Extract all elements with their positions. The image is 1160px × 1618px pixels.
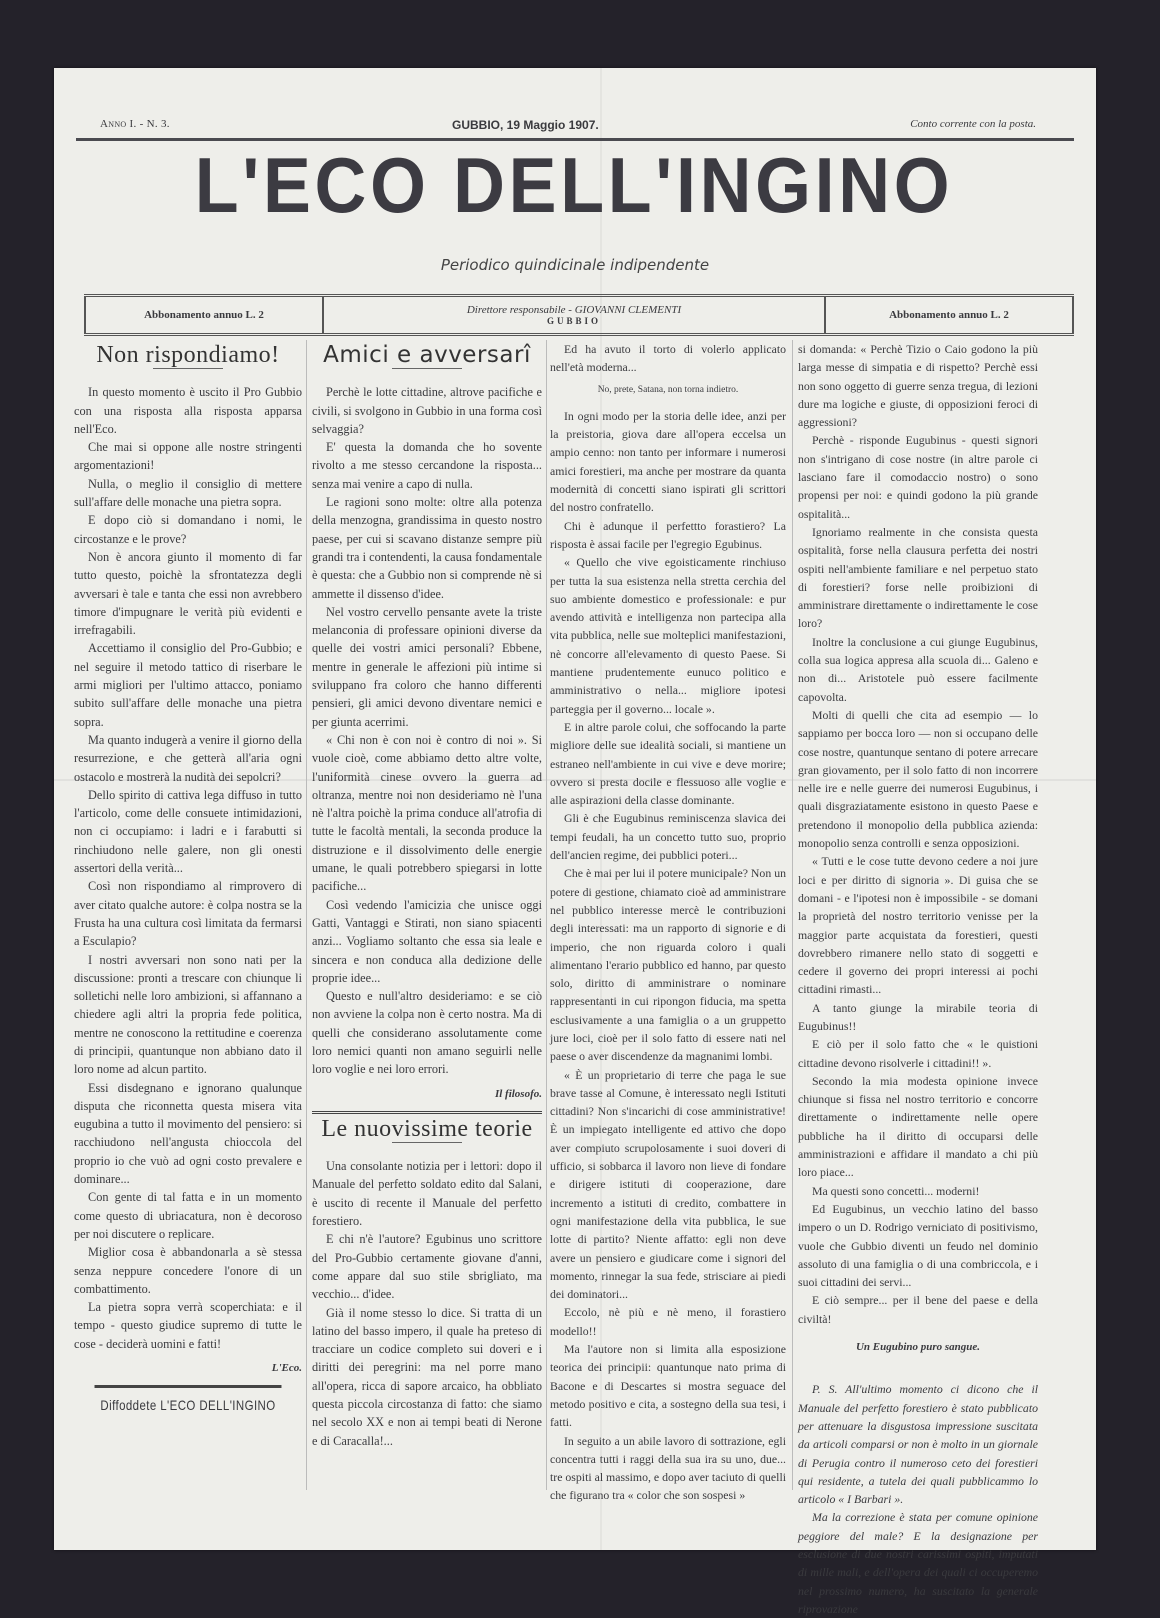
paragraph: E in altre parole colui, che soffocando la parte migliore delle sue idealità sociali, si mantiene un estraneo nell'ambiente in cui vive e deve morire; ovvero si presta docile e flessuoso alle voglie e alle aspirazioni della classe dominante. [550,719,786,808]
paragraph: Secondo la mia modesta opinione invece chiunque si fissa nel nostro territorio e concorre direttamente o indirettamente nelle opere pubbliche ha il diritto di occuparsi delle amministrazioni e affidare il mandato a chi più loro piace... [798,1073,1038,1180]
paragraph: E ciò per il solo fatto che « le quistioni cittadine devono risolverle i cittadini!! ». [798,1037,1038,1070]
paragraph: Gli è che Eugubinus reminiscenza slavica dei tempi feudali, ha un concetto tutto suo, proprio dell'ancien regime, dei pubblici poteri... [550,811,786,863]
column-divider [306,340,307,1490]
paragraph: Ma l'autore non si limita alla esposizione teorica dei principii: quantunque nato prima di Bacone e di Descartes si mostra seguace del metodo positivo e cita, a sostegno della sua tesi, i fatti. [550,1342,786,1430]
title-ornament [153,368,223,369]
paragraph: Una consolante notizia per i lettori: dopo il Manuale del perfetto soldato edito dal Salani, è uscito di recente il Manuale del perfetto forestiero. [312,1159,542,1229]
paragraph: Molti di quelli che cita ad esempio — lo sappiamo per bocca loro — non si occupano delle cose nostre, quantunque sentano di potere arrecare gran giovamento, per il solo fatto di non incorrere nelle ire e nelle guerre dei numerosi Eugubinus, i quali disgraziatamente esistono in questo Paese e pretendono il monopolio della pubblica azienda: monopolio senza controlli e senza opposizioni. [798,707,1038,851]
column-divider [546,340,547,1490]
paragraph: Che mai si oppone alle nostre stringenti argomentazioni! [74,440,302,473]
paragraph: Miglior cosa è abbandonarla a sè stessa senza neppure concedere l'onore di un combattimento. [74,1245,302,1296]
paragraph: A tanto giunge la mirabile teoria di Eugubinus!! [798,1000,1038,1033]
column-1 [74,340,302,1415]
paragraph: Ignoriamo realmente in che consista questa ospitalità, forse nella clausura perfetta dei nostri ospiti nell'ambiente familiare e nel perpetuo stato di forestieri? forse nelle proibizioni di amministrare direttamente o indirettamente le cose loro? [798,524,1038,631]
subscription-right: Abbonamento annuo L. 2 [824,297,1074,333]
director-box [322,297,824,333]
paragraph: Questo e null'altro desideriamo: e se ciò non avviene la colpa non è certo nostra. Ma di quelli che considerano assolutamente come loro nemici quanti non amano seguirli nelle loro voglie e nei loro errori. [312,989,542,1077]
paragraph: Ed ha avuto il torto di volerlo applicato nell'età moderna... [550,342,786,375]
signature: Il filosofo. [494,1087,542,1100]
postal-note: Conto corrente con la posta. [910,118,1036,130]
masthead-info-bar [84,294,1074,336]
paragraph: Così non rispondiamo al rimprovero di aver citato qualche autore: è colpa nostra se la Frusta ha una cultura così limitata da fermarsi a Esculapio? [74,879,302,949]
postscript [798,1380,1038,1618]
paragraph: In seguito a un abile lavoro di sottrazione, egli concentra tutti i raggi della sua ira su uno, due... tre ospiti al massimo, e dopo aver taciuto di quelli che figurano tra « color che son sospesi » [550,1433,786,1503]
paragraph: si domanda: « Perchè Tizio o Caio godono la più larga messe di simpatia e di rispetto? Perchè essi non sono oggetto di guerre senza tregua, di lezioni dure ma logiche e giuste, di opposizioni feroci di aggressioni? [798,342,1038,430]
title-ornament [392,1142,462,1143]
paragraph: Inoltre la conclusione a cui giunge Eugubinus, colla sua logica appresa alla scuola di... Galeno e non di... Aristotele può essere facilmente capovolta. [798,634,1038,704]
article-title-nuovissime-teorie: Le nuovissime teorie [321,1115,533,1142]
paragraph: « È un proprietario di terre che paga le sue brave tasse al Comune, è interessato negli Istituti cittadini? Non s'incarichi di cose amministrative! È un impiegato intelligente ed attivo che dopo aver compiuto scrupolosamente i suoi doveri di ufficio, si sobbarca il lavoro non lieve di fondare e dirigere istituti di cooperazione, dare incremento a istituti di credito, combattere in ogni manifestazione della vita pubblica, le sue lotte di partito? Niente affatto: egli non deve avere un pensiero e giudicare come i signori del momento, rinnegar la sua fede, strisciare ai piedi dei dominatori... [550,1067,786,1302]
paragraph: In ogni modo per la storia delle idee, anzi per la preistoria, giova dare all'opera eccelsa un ampio cenno: non tanto per informare i numerosi amici forestieri, ma anche per mostrare da quanta modernità di concetti siano ispirati gli scrittori del nostro confratello. [550,408,786,515]
paragraph: Già il nome stesso lo dice. Si tratta di un latino del basso impero, il quale ha preteso di tracciare un codice completo sui doveri e i diritti dei peregrini: ma nel porre mano all'opera, ricca di sapore arcaico, ha obbliato questa piccola circostanza di fatto: che siamo nel secolo XX e non ai tempi beati di Nerone e di Caracalla!... [312,1305,542,1448]
newspaper-page [54,68,1096,1616]
column-divider [792,340,793,1490]
paragraph: E chi n'è l'autore? Egubinus uno scrittore del Pro-Gubbio certamente giovane d'anni, come appare dal suo stile sbrigliato, ma vecchio... d'idee. [312,1232,542,1302]
paragraph: Ma questi sono concetti... moderni! [812,1183,980,1198]
quotation: No, prete, Satana, non torna indietro. [597,384,739,395]
paragraph: E' questa la domanda che ho sovente rivolto a me stesso cercandone la risposta... senza mai venire a capo di nulla. [312,440,542,491]
masthead-subtitle: Periodico quindicinale indipendente [440,256,710,274]
paragraph: La pietra sopra verrà scoperchiata: e il tempo - questo giudice supremo di tutte le cose - deciderà uomini e fatti! [74,1300,302,1351]
paragraph: Ma la correzione è stata per comune opinione peggiore del male? E la designazione per esclusione di due nostri carissimi ospiti, imputati di mille mali, e dell'opera dei quali ci occuperemo nel prossimo numero, ha suscitato la generale riprovazione [798,1510,1038,1616]
signature: L'Eco. [271,1362,302,1375]
paragraph: Che è mai per lui il potere municipale? Non un potere di gestione, chiamato cioè ad amministrare nel pubblico interesse mercè le contribuzioni degli interessati: ma un rapporto di signorie e di imperio, che non riguarda coloro i quali alimentano l'erario pubblico ed hanno, par questo solo, diritto di amministrare o nominare rappresentanti in cui ripongon fiducia, ma spetta esclusivamente a una famiglia o a un gruppetto jure loci, cioè per il solo fatto di essere nati nel paese o aver discendenze da magnanimi lombi. [550,866,786,1064]
paragraph: Chi è adunque il perfettto forastiero? La risposta è assai facile per l'egregio Egubinus. [550,518,786,551]
paragraph: « Chi non è con noi è contro di noi ». Si vuole cioè, come abbiamo detto altre volte, l'uniformità cinese ovvero la guerra ad oltranza, mentre noi non desideriamo nè l'una nè l'altra poichè la prima conduce all'atrofia di tutte le facoltà mentali, la seconda produce la distruzione e il dissolvimento delle energie umane, le quali potrebbero spiegarsi in lotte pacifiche... [312,732,542,894]
article-title-non-rispondiamo: Non rispondiamo! [96,342,280,368]
paragraph: Così vedendo l'amicizia che unisce oggi Gatti, Vantaggi e Stirati, non siano spiacenti anzi... Vogliamo soltanto che essa sia leale e sincera e non conduca alla dedizione delle proprie idee... [312,897,542,985]
paragraph: Non è ancora giunto il momento di far tutto questo, poichè la sfrontatezza degli avversari è tale e tanta che essi non avrebbero timore d'impugnare le verità più evidenti e irrefragabili. [74,549,302,638]
paragraph: « Quello che vive egoisticamente rinchiuso per tutta la sua esistenza nella stretta cerchia del suo ambiente domestico e professionale: e pur avendo attività e intelligenza non partecipa alla vita pubblica, nelle sue molteplici manifestazioni, nè concorre all'elevamento di questo Paese. Si mantiene prudentemente eunuco politico e amministrativo o nella... migliore ipotesi parteggia per il governo... locale ». [550,555,786,716]
paragraph: Le ragioni sono molte: oltre alla potenza della menzogna, grandissima in questo nostro paese, per cui si scavano distanze sempre più grandi tra i contendenti, la causa fondamentale è questa: che a Gubbio non si comprende nè si ammette il dissenso d'idee. [312,495,542,601]
paragraph: P. S. All'ultimo momento ci dicono che il Manuale del perfetto forestiero è stato pubblicato per attenuare la disgustosa impressione suscitata da articoli comparsi or non è molto in un giornale di Perugia contro il numeroso ceto dei forestieri qui residente, a tutela dei quali pubblicammo lo articolo « I Barbari ». [798,1382,1038,1507]
paragraph: E ciò sempre... per il bene del paese e della civiltà! [798,1293,1038,1326]
paragraph: I nostri avversari non sono nati per la discussione: pronti a trescare con chiunque li solletichi nelle loro ambizioni, si affannano a chiedere agli altri la propria fede politica, mentre ne conoscono la rettitudine e coerenza di principii, quantunque non abbiano dato il loro nome ad alcun partito. [74,952,302,1077]
paragraph: Accettiamo il consiglio del Pro-Gubbio; e nel seguire il metodo tattico di riserbare le armi migliori per l'ultimo attacco, poniamo subito sull'affare delle monache una pietra sopra. [74,641,302,729]
title-ornament [392,368,462,369]
article-title-amici-avversari: Amici e avversarî [323,342,531,368]
issue-number: Anno I. - N. 3. [100,118,170,130]
paragraph: Ma quanto indugerà a venire il giorno della resurrezione, e che getterà all'aria ogni ostacolo e mostrerà la nudità dei sepolcri? [74,732,302,784]
paragraph: Nulla, o meglio il consiglio di mettere sull'affare delle monache una pietra sopra. [74,476,302,510]
subscription-left: Abbonamento annuo L. 2 [84,297,322,333]
paragraph: Perchè le lotte cittadine, altrove pacifiche e civili, si svolgono in Gubbio in una forma così selvaggia? [312,385,542,436]
article-separator [312,1111,542,1114]
paragraph: In questo momento è uscito il Pro Gubbio con una risposta alla risposta apparsa nell'Eco. [74,385,302,436]
dateline: GUBBIO, 19 Maggio 1907. [452,118,599,132]
director-name: Direttore responsabile - GIOVANNI CLEMENTI [466,304,682,316]
masthead-title: L'ECO DELL'INGINO [194,141,954,229]
paragraph: Nel vostro cervello pensante avete la triste melanconia di professare opinioni diverse da quelle dei vostri amici personali? Ebbene, mentre in generale le affezioni più intime si sviluppano fra coloro che hanno differenti pensieri, gli amici devono diventare nemici e per giunta acerrimi. [312,604,542,729]
paragraph: Dello spirito di cattiva lega diffuso in tutto l'articolo, come delle consuete intimidazioni, non ci occupiamo: i ladri e i farabutti si rinchiudono nelle galere, non gli onesti assertori della verità... [74,787,302,876]
paragraph: Eccolo, nè più e nè meno, il forastiero modello!! [550,1305,786,1338]
column-4 [798,340,1038,1618]
paragraph: Essi disdegnano e ignorano qualunque disputa che riconnetta questa misera vita eugubina a tutto il movimento del pensiero: si racchiudono nell'angusta chioccola del proprio io che vuò ad ogni costo prevalere e dominare... [74,1080,302,1187]
paragraph: Con gente di tal fatta e in un momento come questo di ubriacatura, non è decoroso per noi discutere o replicare. [74,1190,302,1241]
column-3 [550,340,786,1505]
signature: Un Eugubino puro sangue. [855,1341,981,1354]
paragraph: Perchè - risponde Eugubinus - questi signori non s'intrigano di cose nostre (in altre parole ci lasciano fare il comodaccio nostro) o sono propensi per noi: e quindi godono la più grande ospitalità... [798,433,1038,521]
paragraph: « Tutti e le cose tutte devono cedere a noi jure loci e per diritto di signoria ». Di guisa che se domani - e l'ipotesi non è impossibile - se domani la proprietà del nostro territorio venisse per la maggior parte acquistata da forestieri, questi dovrebbero rimanere nello stato di soggetti e cedere il governo dei propri interessi ai pochi cittadini rimasti... [798,854,1038,997]
paragraph: E dopo ciò si domandano i nomi, le circostanze e le prove? [74,513,302,546]
column-2 [312,340,542,1450]
footer-advert: Diffoddete L'ECO DELL'INGINO [95,1385,282,1414]
director-city: GUBBIO [546,316,601,326]
paragraph: Ed Eugubinus, un vecchio latino del basso impero o un D. Rodrigo verniciato di positivismo, vuole che Gubbio diventi un feudo nel dominio assoluto di una famiglia o di una combriccola, e i suoi cittadini dei servi... [798,1201,1038,1290]
